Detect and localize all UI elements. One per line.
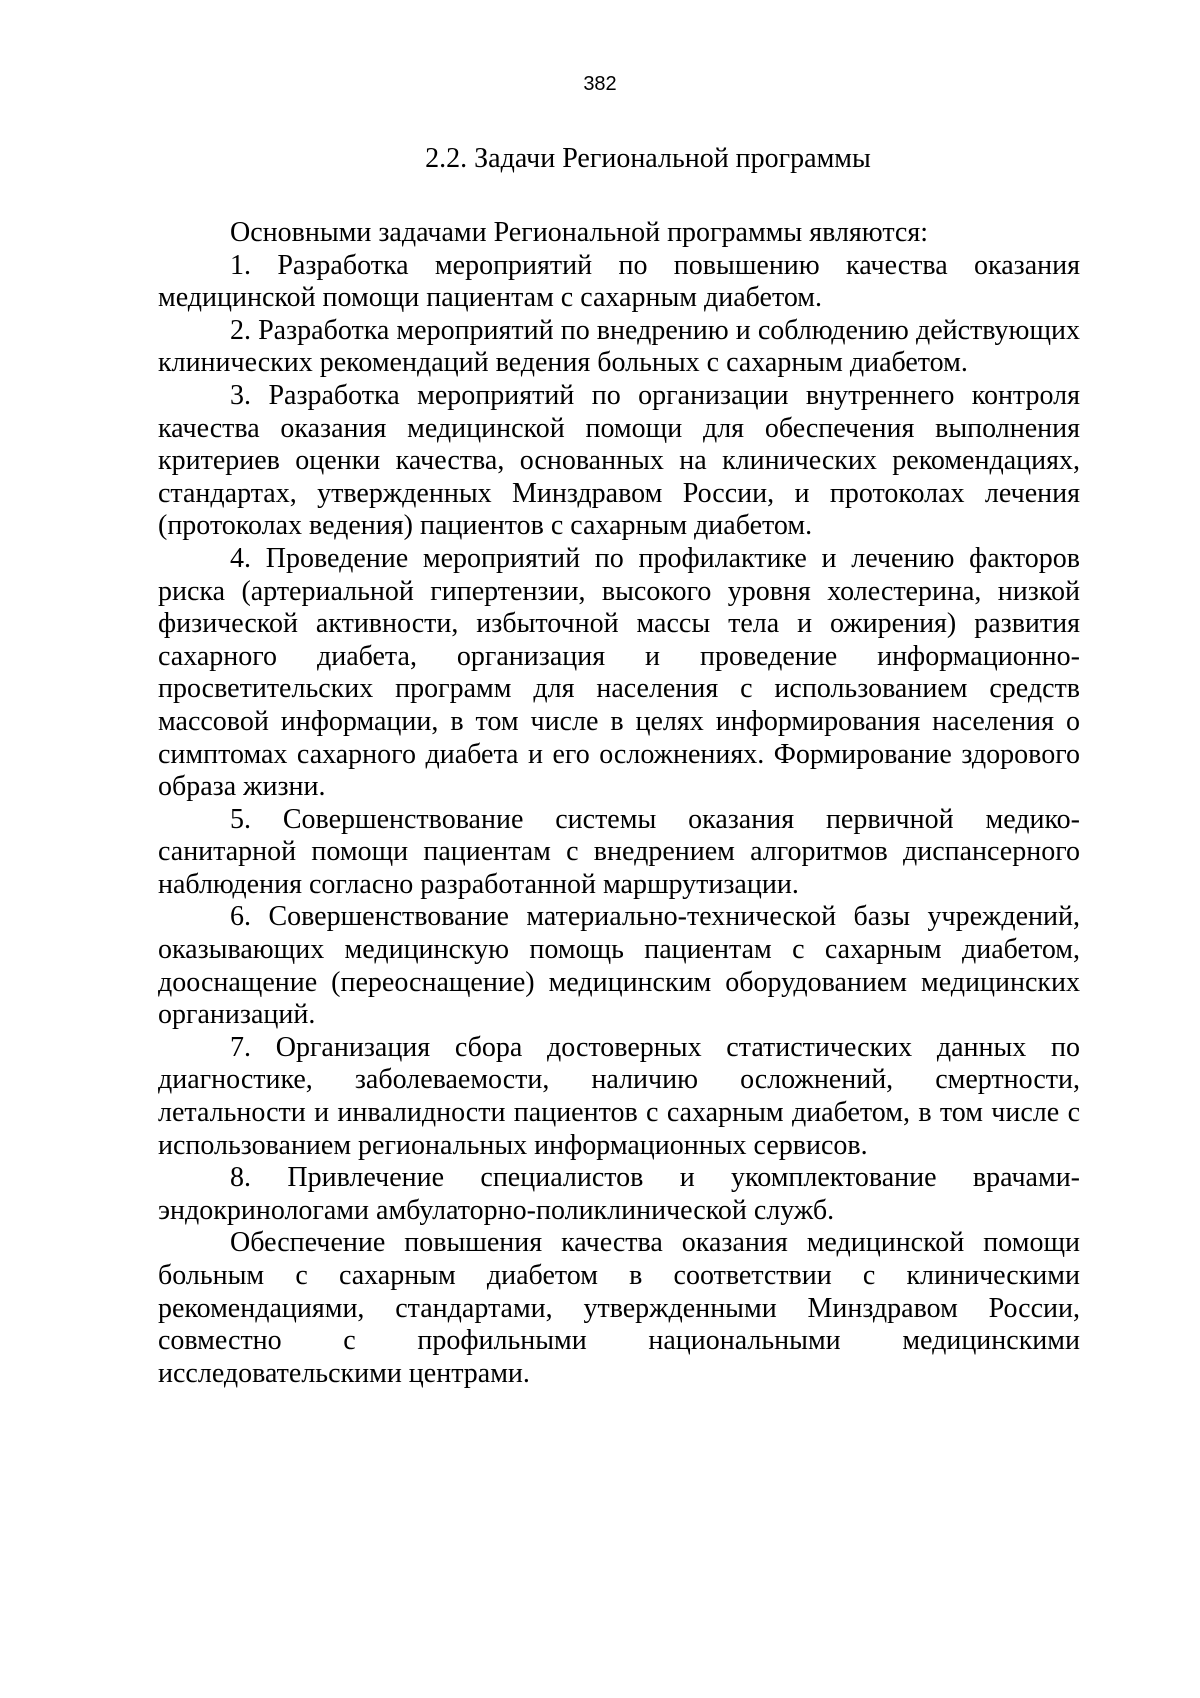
closing-paragraph: Обеспечение повышения качества оказания медицинской помощи больным с сахарным диабетом в соответствии с клиническими рекомендациями, стандартами, утвержденными Минздравом России, совместно с профильными национальными медицинскими исследовательскими центрами.: [158, 1227, 1080, 1389]
list-item-8: 8. Привлечение специалистов и укомплектование врачами-эндокринологами амбулаторно-поликлинической служб.: [158, 1162, 1080, 1226]
list-item-4: 4. Проведение мероприятий по профилактике и лечению факторов риска (артериальной гипертензии, высокого уровня холестерина, низкой физической активности, избыточной массы тела и ожирения) развития сахарного диабета, организация и проведение информационно-просветительских программ для населения с использованием средств массовой информации, в том числе в целях информирования населения о симптомах сахарного диабета и его осложнениях. Формирование здорового образа жизни.: [158, 542, 1080, 803]
section-title: 2.2. Задачи Региональной программы: [425, 143, 871, 174]
page-number: 382: [583, 73, 617, 95]
list-item-2: 2. Разработка мероприятий по внедрению и соблюдению действующих клинических рекомендаций ведения больных с сахарным диабетом.: [158, 314, 1080, 379]
intro-paragraph: Основными задачами Региональной программы являются:: [230, 217, 929, 248]
document-body: [158, 143, 1080, 1390]
list-item-6: 6. Совершенствование материально-технической базы учреждений, оказывающих медицинскую помощь пациентам с сахарным диабетом, дооснащение (переоснащение) медицинским оборудованием медицинских организаций.: [158, 901, 1080, 1031]
list-item-1: 1. Разработка мероприятий по повышению качества оказания медицинской помощи пациентам с сахарным диабетом.: [158, 249, 1080, 314]
list-item-5: 5. Совершенствование системы оказания первичной медико-санитарной помощи пациентам с внедрением алгоритмов диспансерного наблюдения согласно разработанной маршрутизации.: [158, 803, 1080, 900]
list-item-3: 3. Разработка мероприятий по организации внутреннего контроля качества оказания медицинской помощи для обеспечения выполнения критериев оценки качества, основанных на клинических рекомендациях, стандартах, утвержденных Минздравом России, и протоколах лечения (протоколах ведения) пациентов с сахарным диабетом.: [158, 379, 1080, 542]
list-item-7: 7. Организация сбора достоверных статистических данных по диагностике, заболеваемости, наличию осложнений, смертности, летальности и инвалидности пациентов с сахарным диабетом, в том числе с использованием региональных информационных сервисов.: [158, 1031, 1080, 1161]
